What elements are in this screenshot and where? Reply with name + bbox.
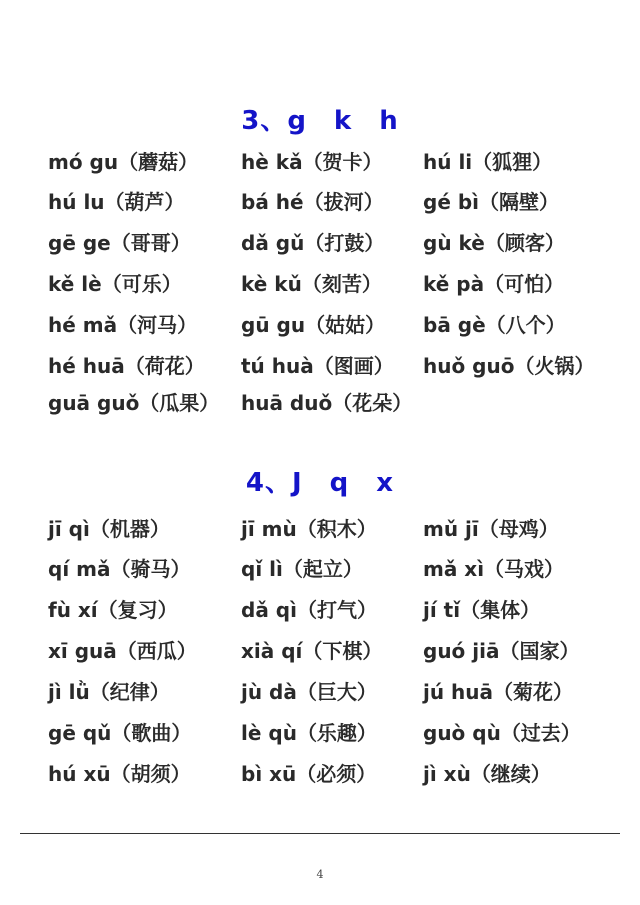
word-entry: gē ge（哥哥） (48, 231, 191, 255)
word-row (0, 268, 640, 298)
word-row (0, 758, 640, 788)
word-row (0, 146, 640, 176)
word-row (0, 309, 640, 339)
word-entry: qǐ lì（起立） (241, 557, 363, 581)
word-row (0, 676, 640, 706)
word-entry: xī guā（西瓜） (48, 639, 197, 663)
word-entry: jì xù（继续） (423, 762, 551, 786)
word-entry: fù xí（复习） (48, 598, 178, 622)
word-entry: bì xū（必须） (241, 762, 377, 786)
word-entry: kě lè（可乐） (48, 272, 182, 296)
word-entry: hé huā（荷花） (48, 354, 205, 378)
word-row (0, 717, 640, 747)
word-entry: gé bì（隔壁） (423, 190, 560, 214)
word-entry: gù kè（顾客） (423, 231, 565, 255)
section-heading-g-k-h: 3、g k h (241, 106, 399, 136)
word-entry: huā duǒ（花朵） (241, 391, 413, 415)
word-entry: guā guǒ（瓜果） (48, 391, 220, 415)
word-entry: mǎ xì（马戏） (423, 557, 565, 581)
word-row (0, 227, 640, 257)
word-entry: mǔ jī（母鸡） (423, 517, 559, 541)
word-entry: lè qù（乐趣） (241, 721, 377, 745)
word-row (0, 594, 640, 624)
word-entry: hú xū（胡须） (48, 762, 191, 786)
word-entry: gē qǔ（歌曲） (48, 721, 192, 745)
word-entry: qí mǎ（骑马） (48, 557, 191, 581)
page-number: 4 (316, 868, 324, 881)
word-entry: gū gu（姑姑） (241, 313, 386, 337)
word-entry: jú huā（菊花） (423, 680, 574, 704)
word-entry: jí tǐ（集体） (423, 598, 541, 622)
section-heading-j-q-x: 4、J q x (245, 468, 395, 498)
word-entry: mó gu（蘑菇） (48, 150, 199, 174)
word-entry: huǒ guō（火锅） (423, 354, 595, 378)
word-entry: xià qí（下棋） (241, 639, 383, 663)
word-entry: hé mǎ（河马） (48, 313, 198, 337)
word-row (0, 387, 640, 417)
word-entry: guò qù（过去） (423, 721, 581, 745)
word-entry: tú huà（图画） (241, 354, 394, 378)
word-row (0, 553, 640, 583)
word-entry: bā gè（八个） (423, 313, 566, 337)
word-entry: guó jiā（国家） (423, 639, 580, 663)
word-entry: jī qì（机器） (48, 517, 170, 541)
word-entry: kě pà（可怕） (423, 272, 565, 296)
word-row (0, 635, 640, 665)
word-entry: hú lu（葫芦） (48, 190, 185, 214)
word-entry: jì lǜ（纪律） (48, 680, 170, 704)
word-entry: bá hé（拔河） (241, 190, 384, 214)
word-row (0, 186, 640, 216)
word-entry: jù dà（巨大） (241, 680, 377, 704)
word-entry: kè kǔ（刻苦） (241, 272, 382, 296)
word-entry: hú li（狐狸） (423, 150, 553, 174)
footer-divider (20, 833, 620, 834)
word-row (0, 513, 640, 543)
word-entry: hè kǎ（贺卡） (241, 150, 383, 174)
word-row (0, 350, 640, 380)
word-entry: dǎ qì（打气） (241, 598, 377, 622)
word-entry: dǎ gǔ（打鼓） (241, 231, 385, 255)
word-entry: jī mù（积木） (241, 517, 377, 541)
